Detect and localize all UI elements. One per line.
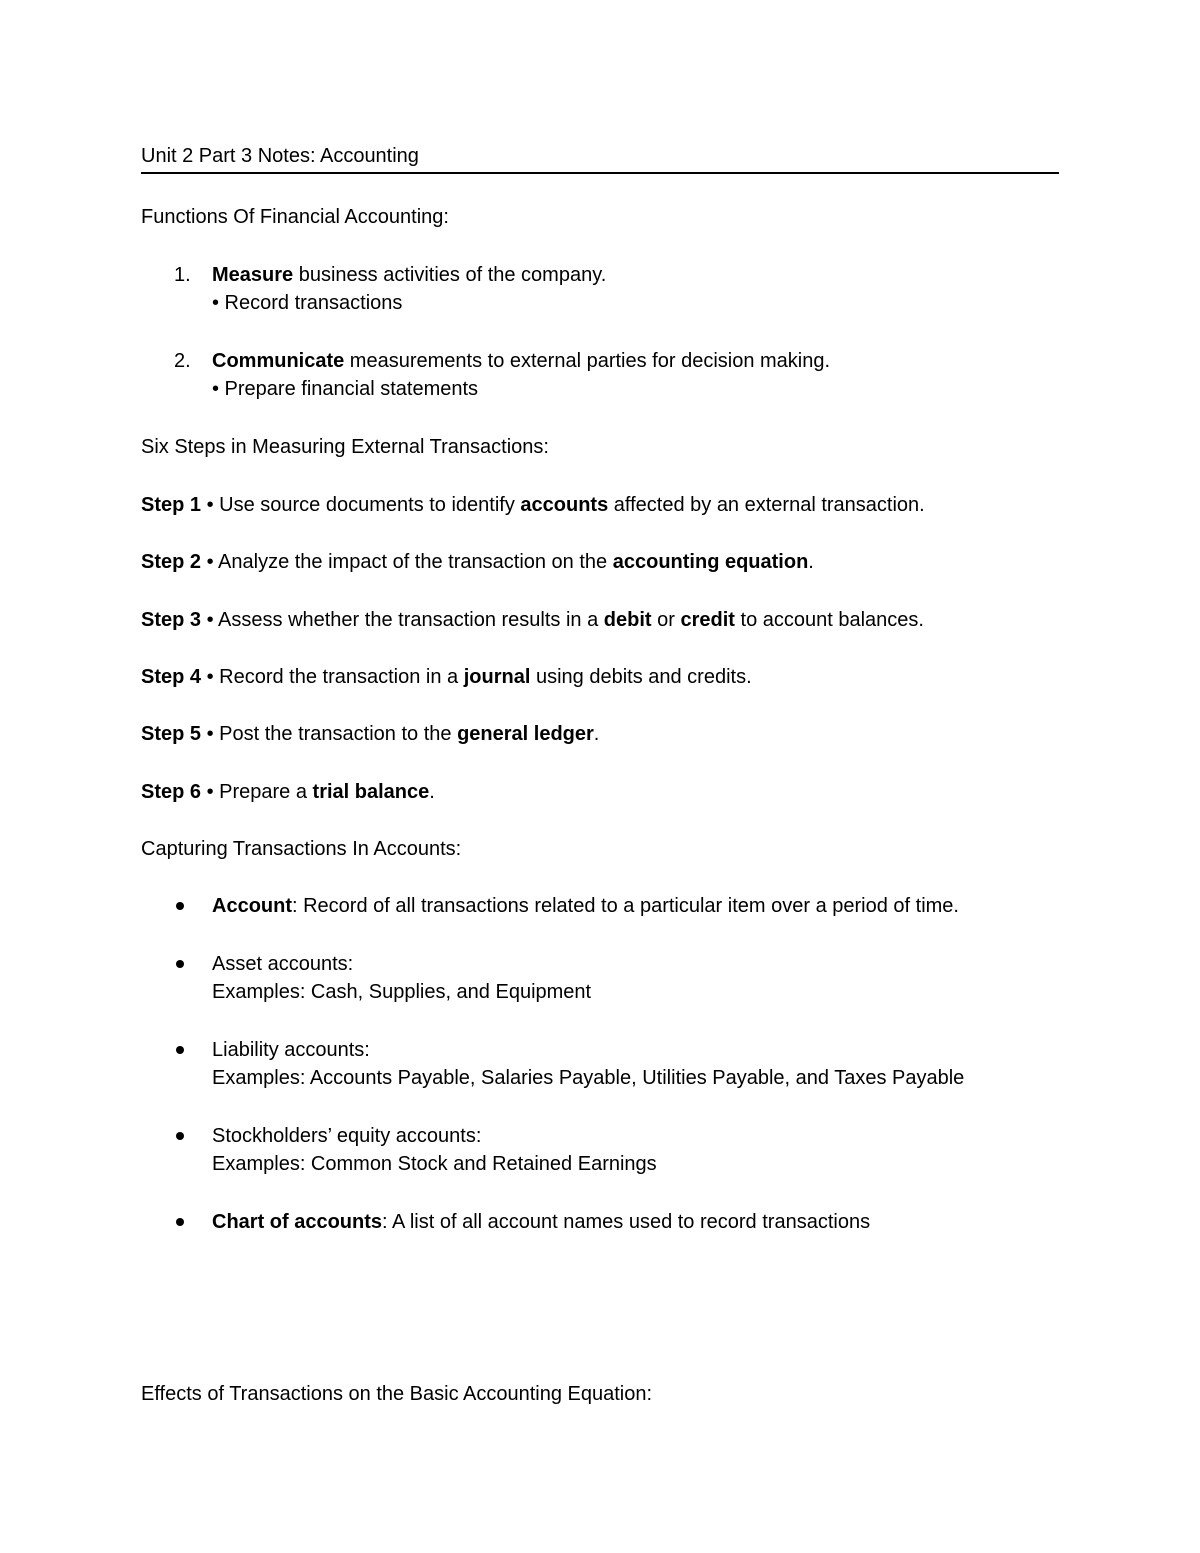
- bullet-liability-title: Liability accounts:: [212, 1039, 370, 1061]
- bullet-icon: [176, 1046, 184, 1054]
- functions-item-2: [212, 347, 830, 375]
- bullet-icon: [176, 902, 184, 910]
- capturing-heading: Capturing Transactions In Accounts:: [141, 838, 462, 860]
- step-1: [141, 491, 925, 519]
- functions-item-2-sub: • Prepare financial statements: [212, 378, 479, 400]
- step-6: [141, 778, 435, 806]
- step-1-text: • Use source documents to identify: [201, 494, 521, 516]
- step-4: [141, 663, 752, 691]
- bullet-asset-title: Asset accounts:: [212, 953, 354, 975]
- step-6-text-end: .: [429, 781, 435, 803]
- bullet-asset-examples: Examples: Cash, Supplies, and Equipment: [212, 981, 592, 1003]
- functions-item-1-text: business activities of the company.: [293, 264, 607, 286]
- step-4-text: • Record the transaction in a: [201, 666, 464, 688]
- functions-item-1-sub: • Record transactions: [212, 292, 403, 314]
- step-4-keyword: journal: [463, 666, 531, 688]
- bullet-icon: [176, 1132, 184, 1140]
- bullet-chart-term: Chart of accounts: [212, 1211, 383, 1233]
- step-3-keyword-debit: debit: [603, 609, 652, 631]
- step-6-text: • Prepare a: [201, 781, 313, 803]
- step-2-text-end: .: [808, 551, 814, 573]
- functions-item-2-number: 2.: [174, 350, 191, 372]
- functions-item-2-bold: Communicate: [212, 350, 345, 372]
- page-title: Unit 2 Part 3 Notes: Accounting: [141, 145, 419, 167]
- bullet-equity-examples: Examples: Common Stock and Retained Earnings: [212, 1153, 657, 1175]
- step-2: [141, 548, 814, 576]
- page-title-block: [141, 142, 1059, 174]
- bullet-account-definition: : Record of all transactions related to a particular item over a period of time.: [292, 895, 959, 917]
- step-3: [141, 606, 924, 634]
- step-5: [141, 720, 599, 748]
- functions-item-2-text: measurements to external parties for decision making.: [344, 350, 831, 372]
- six-steps-heading: Six Steps in Measuring External Transactions:: [141, 436, 549, 458]
- step-3-label: Step 3: [141, 609, 202, 631]
- step-6-label: Step 6: [141, 781, 202, 803]
- bullet-icon: [176, 1218, 184, 1226]
- step-3-text: • Assess whether the transaction results in a: [201, 609, 604, 631]
- step-2-keyword: accounting equation: [612, 551, 809, 573]
- step-4-label: Step 4: [141, 666, 202, 688]
- functions-item-1-number: 1.: [174, 264, 191, 286]
- step-2-label: Step 2: [141, 551, 202, 573]
- bullet-equity-title: Stockholders’ equity accounts:: [212, 1125, 482, 1147]
- step-1-keyword: accounts: [520, 494, 609, 516]
- bullet-icon: [176, 960, 184, 968]
- bullet-chart-of-accounts: [212, 1208, 870, 1236]
- step-3-keyword-credit: credit: [680, 609, 735, 631]
- bullet-account-term: Account: [212, 895, 292, 917]
- step-3-text-or: or: [651, 609, 681, 631]
- step-1-text-end: affected by an external transaction.: [608, 494, 925, 516]
- functions-heading: Functions Of Financial Accounting:: [141, 206, 449, 228]
- bullet-liability-examples: Examples: Accounts Payable, Salaries Payable, Utilities Payable, and Taxes Payable: [212, 1067, 965, 1089]
- functions-item-1: [212, 261, 606, 289]
- step-5-text-end: .: [593, 723, 600, 745]
- step-5-text: • Post the transaction to the: [201, 723, 458, 745]
- step-2-text: • Analyze the impact of the transaction on the: [201, 551, 613, 573]
- step-5-label: Step 5: [141, 723, 202, 745]
- bullet-account: [212, 892, 959, 920]
- step-6-keyword: trial balance: [312, 781, 430, 803]
- step-1-label: Step 1: [141, 494, 202, 516]
- effects-heading: Effects of Transactions on the Basic Accounting Equation:: [141, 1383, 653, 1405]
- step-3-text-end: to account balances.: [734, 609, 924, 631]
- step-5-keyword: general ledger: [457, 723, 594, 745]
- step-4-text-end: using debits and credits.: [530, 666, 752, 688]
- bullet-chart-definition: : A list of all account names used to record transactions: [382, 1211, 871, 1233]
- functions-item-1-bold: Measure: [212, 264, 294, 286]
